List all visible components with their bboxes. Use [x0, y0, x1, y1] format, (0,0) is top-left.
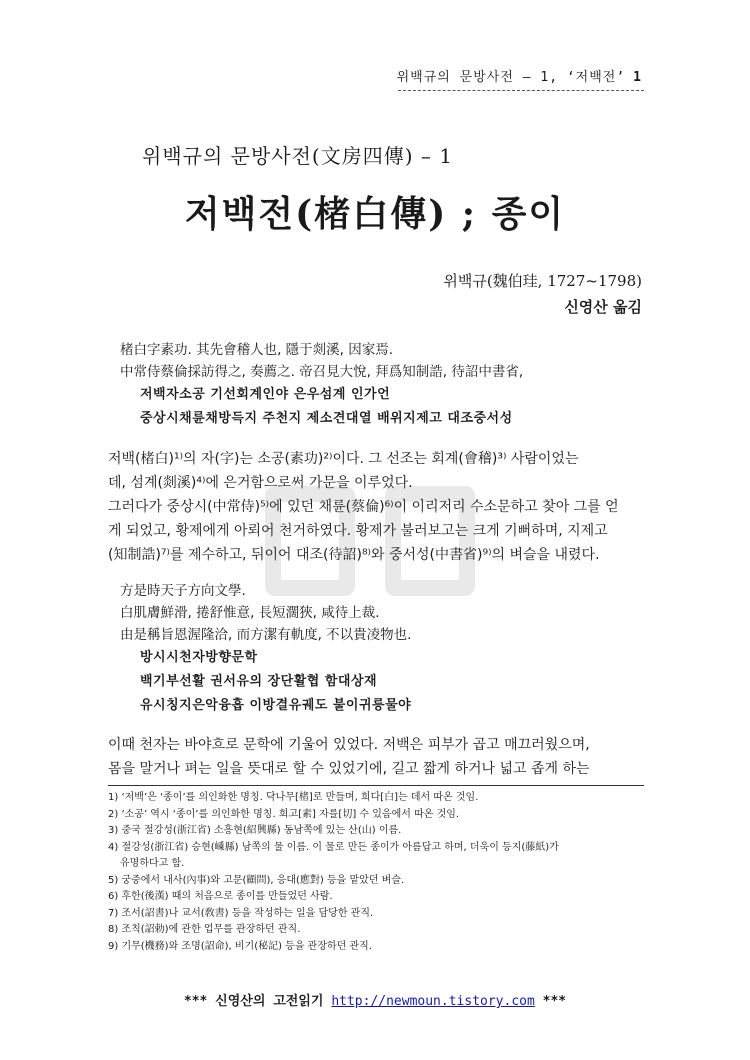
translator: 신영산 옮김: [564, 298, 642, 316]
section2-translation: [108, 733, 644, 781]
translation-line: 이때 천자는 바야흐로 문학에 기울어 있었다. 저백은 피부가 곱고 매끄러웠으며,: [108, 737, 590, 753]
hanmun-line: 白肌膚鮮滑, 捲舒惟意, 長短濶狹, 咸待上裁.: [120, 605, 380, 621]
series-title: 위백규의 문방사전(文房四傳) – 1: [142, 144, 453, 168]
section1-hanmun: [120, 339, 523, 383]
footnote: 4) 절강성(浙江省) 승현(嵊縣) 남쪽의 물 이름. 이 물로 만든 종이가 아름답고 하며, 더욱이 등지(藤紙)가: [108, 841, 559, 853]
author: 위백규(魏伯珪, 1727~1798): [443, 272, 642, 290]
reading-line: 저백자소공 기선회계인야 은우섬계 인가언: [140, 387, 391, 402]
author-block: [443, 268, 642, 320]
footnote-rule: [108, 785, 644, 786]
footnote: 8) 조칙(詔勅)에 관한 업무를 관장하던 관직.: [108, 924, 301, 935]
running-header-title: 위백규의 문방사전 – 1, ‘저백전’: [396, 70, 626, 85]
hanmun-line: 中常侍蔡倫採訪得之, 奏薦之. 帝召見大悅, 拜爲知制誥, 待詔中書省,: [120, 364, 524, 380]
translation-line: 몸을 말거나 펴는 일을 뜻대로 할 수 있었기에, 길고 짧게 하거나 넓고 좁게 하는: [108, 761, 590, 777]
footnotes: [108, 790, 644, 955]
main-title: 저백전(楮白傳) ; 종이: [184, 193, 566, 235]
footnote: 2) ‘소공’ 역시 ‘종이’를 의인화한 명칭. 희고[素] 자를[切] 수 있음에서 따온 것임.: [108, 808, 460, 820]
reading-line: 백기부선활 권서유의 장단활협 함대상재: [140, 674, 378, 689]
footnote: 6) 후한(後漢) 때의 처음으로 종이를 만들었던 사람.: [108, 891, 333, 902]
translation-line: 데, 섬계(剡溪)⁴⁾에 은거함으로써 가문을 이루었다.: [108, 475, 413, 491]
reading-line: 중상시채륜채방득지 주천지 제소견대열 배위지제고 대조중서성: [140, 411, 513, 426]
footer-suffix: ***: [534, 994, 567, 1009]
footnote: 9) 기무(機務)와 조명(詔命), 비기(秘記) 등을 관장하던 관직.: [108, 940, 373, 952]
footnote: 1) ‘저백’은 ‘종이’를 의인화한 명칭. 닥나무[楮]로 만들며, 희다[白]는 데서 따온 것임.: [108, 792, 479, 803]
section2-hanmun: [120, 580, 411, 646]
section2-reading: [140, 646, 411, 718]
translation-line: 저백(楮白)¹⁾의 자(字)는 소공(素功)²⁾이다. 그 선조는 회계(會稽)³⁾ 사람이었는: [108, 451, 579, 467]
reading-line: 유시칭지은악융흡 이방결유궤도 불이귀릉물야: [140, 698, 412, 713]
translation-line: (知制誥)⁷⁾를 제수하고, 뒤이어 대조(待詔)⁸⁾와 중서성(中書省)⁹⁾의 벼슬을 내렸다.: [108, 547, 600, 563]
footnote: 5) 궁중에서 내사(內事)와 고문(顧問), 응대(應對) 등을 맡았던 벼슬.: [108, 874, 405, 886]
section1-translation: [108, 447, 644, 567]
hanmun-line: 由是稱旨恩渥隆洽, 而方潔有軌度, 不以貴凌物也.: [120, 627, 412, 643]
footer-prefix: *** 신영산의 고전읽기: [183, 994, 332, 1009]
footnote: 7) 조서(詔書)나 교서(敎書) 등을 작성하는 일을 담당한 관직.: [108, 907, 374, 919]
header-rule: [398, 90, 644, 91]
reading-line: 방시시천자방향문학: [140, 650, 258, 665]
footnote-continued: 유명하다고 함.: [120, 858, 185, 869]
translation-line: 게 되었고, 황제에게 아뢰어 천거하였다. 황제가 불러보고는 크게 기뻐하며, 지제고: [108, 523, 608, 539]
page-number: 1: [633, 70, 642, 85]
blog-link[interactable]: http://newmoun.tistory.com: [331, 994, 535, 1009]
hanmun-line: 楮白字素功. 其先會稽人也, 隱于剡溪, 因家焉.: [120, 342, 394, 358]
hanmun-line: 方是時天子方向文學.: [120, 583, 246, 599]
running-header: [397, 66, 642, 85]
translation-line: 그러다가 중상시(中常侍)⁵⁾에 있던 채륜(蔡倫)⁶⁾이 이리저리 수소문하고 찾아 그를 얻: [108, 499, 619, 515]
section1-reading: [140, 383, 513, 431]
footer: [0, 990, 750, 1009]
footnote: 3) 중국 절강성(浙江省) 소흥현(紹興縣) 동남쪽에 있는 산(山) 이름.: [108, 825, 402, 836]
